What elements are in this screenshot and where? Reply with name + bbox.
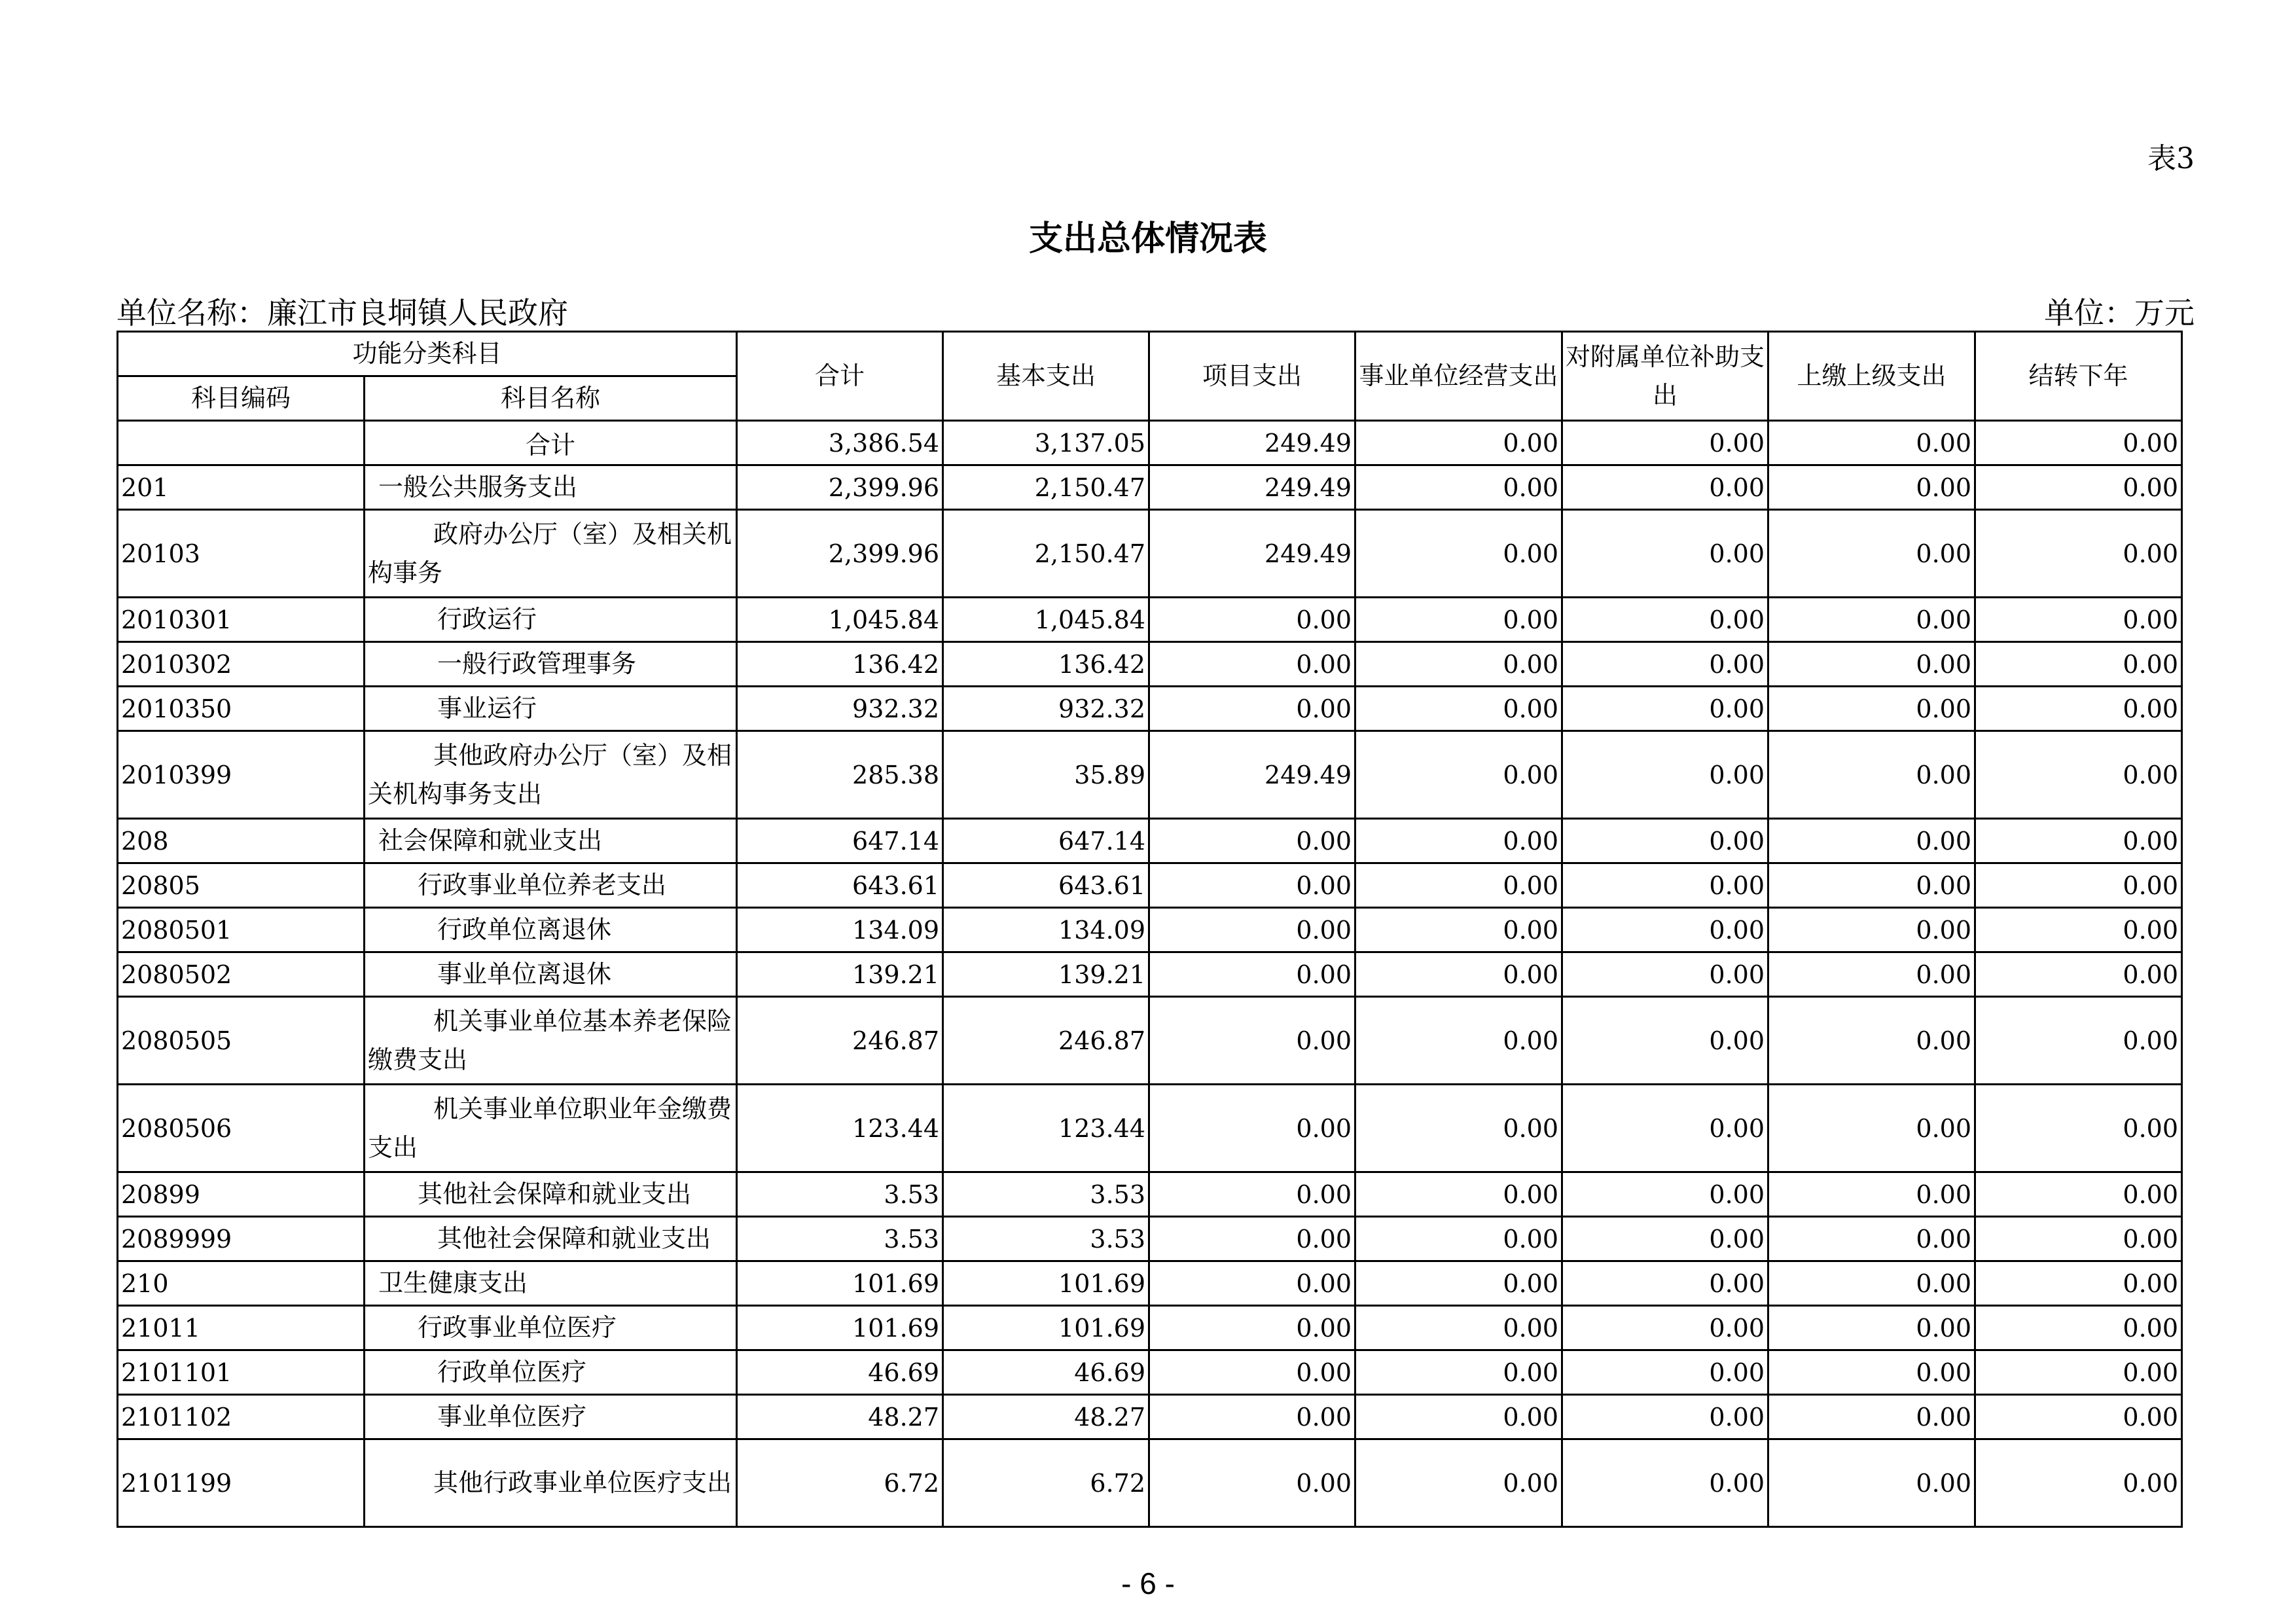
- cell-basic: 35.89: [943, 731, 1149, 819]
- cell-business: 0.00: [1355, 1395, 1562, 1439]
- cell-code: 2080502: [118, 952, 365, 997]
- cell-name: 合计: [365, 421, 737, 465]
- cell-carry: 0.00: [1975, 819, 2182, 863]
- cell-total: 3,386.54: [737, 421, 943, 465]
- cell-subsidy: 0.00: [1562, 1217, 1768, 1261]
- cell-business: 0.00: [1355, 1261, 1562, 1306]
- cell-project: 0.00: [1149, 908, 1355, 952]
- cell-upper: 0.00: [1768, 1350, 1975, 1395]
- cell-project: 249.49: [1149, 465, 1355, 510]
- cell-upper: 0.00: [1768, 1306, 1975, 1350]
- cell-business: 0.00: [1355, 908, 1562, 952]
- cell-code: 21011: [118, 1306, 365, 1350]
- cell-subsidy: 0.00: [1562, 1172, 1768, 1217]
- cell-subsidy: 0.00: [1562, 1085, 1768, 1172]
- cell-basic: 932.32: [943, 687, 1149, 731]
- cell-basic: 2,150.47: [943, 510, 1149, 598]
- cell-upper: 0.00: [1768, 1217, 1975, 1261]
- cell-name: 行政事业单位医疗: [365, 1306, 737, 1350]
- cell-upper: 0.00: [1768, 731, 1975, 819]
- cell-upper: 0.00: [1768, 997, 1975, 1085]
- cell-carry: 0.00: [1975, 863, 2182, 908]
- cell-code: 2080501: [118, 908, 365, 952]
- cell-business: 0.00: [1355, 421, 1562, 465]
- cell-code: 201: [118, 465, 365, 510]
- table-row: [118, 908, 2182, 952]
- cell-upper: 0.00: [1768, 1085, 1975, 1172]
- cell-project: 0.00: [1149, 1261, 1355, 1306]
- cell-carry: 0.00: [1975, 1172, 2182, 1217]
- cell-name: 事业单位医疗: [365, 1395, 737, 1439]
- table-row: [118, 1172, 2182, 1217]
- cell-upper: 0.00: [1768, 1172, 1975, 1217]
- cell-name: 事业单位离退休: [365, 952, 737, 997]
- cell-basic: 3.53: [943, 1172, 1149, 1217]
- cell-upper: 0.00: [1768, 863, 1975, 908]
- cell-basic: 246.87: [943, 997, 1149, 1085]
- cell-total: 123.44: [737, 1085, 943, 1172]
- table-row: [118, 465, 2182, 510]
- cell-code: 2101102: [118, 1395, 365, 1439]
- cell-code: 208: [118, 819, 365, 863]
- cell-code: 20805: [118, 863, 365, 908]
- cell-basic: 48.27: [943, 1395, 1149, 1439]
- cell-name: 政府办公厅（室）及相关机构事务: [365, 510, 737, 598]
- table-row: [118, 731, 2182, 819]
- cell-carry: 0.00: [1975, 908, 2182, 952]
- cell-business: 0.00: [1355, 863, 1562, 908]
- unit-name-label: 单位名称：廉江市良垌镇人民政府: [117, 295, 568, 331]
- cell-name: 其他政府办公厅（室）及相关机构事务支出: [365, 731, 737, 819]
- cell-subsidy: 0.00: [1562, 1261, 1768, 1306]
- cell-total: 101.69: [737, 1306, 943, 1350]
- cell-subsidy: 0.00: [1562, 421, 1768, 465]
- table-row: [118, 510, 2182, 598]
- cell-project: 0.00: [1149, 1395, 1355, 1439]
- cell-code: 2010350: [118, 687, 365, 731]
- cell-business: 0.00: [1355, 1217, 1562, 1261]
- cell-business: 0.00: [1355, 731, 1562, 819]
- cell-carry: 0.00: [1975, 642, 2182, 687]
- table-row: [118, 1217, 2182, 1261]
- cell-name: 行政运行: [365, 598, 737, 642]
- cell-carry: 0.00: [1975, 421, 2182, 465]
- table-row: [118, 1395, 2182, 1439]
- cell-upper: 0.00: [1768, 1395, 1975, 1439]
- cell-name: 其他行政事业单位医疗支出: [365, 1439, 737, 1527]
- cell-project: 0.00: [1149, 1439, 1355, 1527]
- cell-subsidy: 0.00: [1562, 731, 1768, 819]
- cell-project: 0.00: [1149, 687, 1355, 731]
- table-row: [118, 642, 2182, 687]
- cell-business: 0.00: [1355, 1439, 1562, 1527]
- cell-total: 647.14: [737, 819, 943, 863]
- cell-upper: 0.00: [1768, 642, 1975, 687]
- cell-business: 0.00: [1355, 1306, 1562, 1350]
- cell-project: 249.49: [1149, 731, 1355, 819]
- cell-upper: 0.00: [1768, 1439, 1975, 1527]
- header-code: 科目编码: [118, 376, 365, 421]
- cell-total: 3.53: [737, 1217, 943, 1261]
- cell-subsidy: 0.00: [1562, 1439, 1768, 1527]
- cell-basic: 134.09: [943, 908, 1149, 952]
- cell-project: 0.00: [1149, 1172, 1355, 1217]
- cell-total: 932.32: [737, 687, 943, 731]
- cell-basic: 3.53: [943, 1217, 1149, 1261]
- cell-project: 249.49: [1149, 421, 1355, 465]
- header-business-expenditure: 事业单位经营支出: [1355, 332, 1562, 421]
- table-row: [118, 1261, 2182, 1306]
- table-row: [118, 997, 2182, 1085]
- cell-code: 20899: [118, 1172, 365, 1217]
- cell-code: 2080505: [118, 997, 365, 1085]
- cell-code: 2010301: [118, 598, 365, 642]
- header-project-expenditure: 项目支出: [1149, 332, 1355, 421]
- cell-name: 行政单位医疗: [365, 1350, 737, 1395]
- cell-total: 2,399.96: [737, 465, 943, 510]
- table-row: [118, 819, 2182, 863]
- cell-subsidy: 0.00: [1562, 863, 1768, 908]
- cell-project: 0.00: [1149, 642, 1355, 687]
- table-row: [118, 598, 2182, 642]
- cell-subsidy: 0.00: [1562, 642, 1768, 687]
- cell-basic: 101.69: [943, 1306, 1149, 1350]
- cell-upper: 0.00: [1768, 908, 1975, 952]
- cell-total: 139.21: [737, 952, 943, 997]
- cell-total: 134.09: [737, 908, 943, 952]
- cell-subsidy: 0.00: [1562, 465, 1768, 510]
- cell-subsidy: 0.00: [1562, 952, 1768, 997]
- cell-basic: 2,150.47: [943, 465, 1149, 510]
- cell-code: 2010302: [118, 642, 365, 687]
- page-number: - 6 -: [1121, 1566, 1175, 1600]
- cell-total: 6.72: [737, 1439, 943, 1527]
- cell-carry: 0.00: [1975, 510, 2182, 598]
- cell-subsidy: 0.00: [1562, 1395, 1768, 1439]
- cell-carry: 0.00: [1975, 1439, 2182, 1527]
- cell-business: 0.00: [1355, 1085, 1562, 1172]
- table-row: [118, 1085, 2182, 1172]
- cell-total: 2,399.96: [737, 510, 943, 598]
- cell-name: 行政事业单位养老支出: [365, 863, 737, 908]
- header-carry-forward: 结转下年: [1975, 332, 2182, 421]
- cell-subsidy: 0.00: [1562, 819, 1768, 863]
- cell-carry: 0.00: [1975, 952, 2182, 997]
- cell-carry: 0.00: [1975, 598, 2182, 642]
- cell-code: 2010399: [118, 731, 365, 819]
- cell-upper: 0.00: [1768, 687, 1975, 731]
- cell-business: 0.00: [1355, 510, 1562, 598]
- cell-business: 0.00: [1355, 687, 1562, 731]
- cell-subsidy: 0.00: [1562, 1350, 1768, 1395]
- cell-carry: 0.00: [1975, 465, 2182, 510]
- cell-upper: 0.00: [1768, 510, 1975, 598]
- cell-project: 0.00: [1149, 598, 1355, 642]
- cell-name: 其他社会保障和就业支出: [365, 1172, 737, 1217]
- cell-business: 0.00: [1355, 598, 1562, 642]
- cell-basic: 46.69: [943, 1350, 1149, 1395]
- expenditure-table: [117, 331, 2183, 1528]
- cell-upper: 0.00: [1768, 952, 1975, 997]
- cell-name: 机关事业单位职业年金缴费支出: [365, 1085, 737, 1172]
- cell-total: 101.69: [737, 1261, 943, 1306]
- header-total: 合计: [737, 332, 943, 421]
- cell-name: 机关事业单位基本养老保险缴费支出: [365, 997, 737, 1085]
- cell-business: 0.00: [1355, 952, 1562, 997]
- cell-subsidy: 0.00: [1562, 997, 1768, 1085]
- currency-unit-label: 单位：万元: [2044, 295, 2195, 331]
- table-row: [118, 863, 2182, 908]
- header-subsidy-expenditure: 对附属单位补助支出: [1562, 332, 1768, 421]
- cell-code: 2101101: [118, 1350, 365, 1395]
- cell-code: 2080506: [118, 1085, 365, 1172]
- cell-total: 285.38: [737, 731, 943, 819]
- cell-project: 249.49: [1149, 510, 1355, 598]
- cell-basic: 643.61: [943, 863, 1149, 908]
- cell-carry: 0.00: [1975, 1261, 2182, 1306]
- cell-code: [118, 421, 365, 465]
- table-row: [118, 952, 2182, 997]
- cell-business: 0.00: [1355, 1350, 1562, 1395]
- cell-total: 643.61: [737, 863, 943, 908]
- cell-project: 0.00: [1149, 952, 1355, 997]
- cell-total: 48.27: [737, 1395, 943, 1439]
- cell-project: 0.00: [1149, 1217, 1355, 1261]
- table-row: [118, 1350, 2182, 1395]
- cell-name: 卫生健康支出: [365, 1261, 737, 1306]
- cell-name: 行政单位离退休: [365, 908, 737, 952]
- cell-upper: 0.00: [1768, 465, 1975, 510]
- cell-total: 136.42: [737, 642, 943, 687]
- cell-upper: 0.00: [1768, 819, 1975, 863]
- cell-basic: 139.21: [943, 952, 1149, 997]
- cell-total: 3.53: [737, 1172, 943, 1217]
- cell-code: 210: [118, 1261, 365, 1306]
- cell-project: 0.00: [1149, 1350, 1355, 1395]
- cell-basic: 6.72: [943, 1439, 1149, 1527]
- cell-subsidy: 0.00: [1562, 510, 1768, 598]
- cell-name: 社会保障和就业支出: [365, 819, 737, 863]
- table-row: [118, 1306, 2182, 1350]
- cell-basic: 101.69: [943, 1261, 1149, 1306]
- cell-carry: 0.00: [1975, 1395, 2182, 1439]
- cell-basic: 647.14: [943, 819, 1149, 863]
- cell-business: 0.00: [1355, 1172, 1562, 1217]
- cell-subsidy: 0.00: [1562, 1306, 1768, 1350]
- header-name: 科目名称: [365, 376, 737, 421]
- cell-name: 一般行政管理事务: [365, 642, 737, 687]
- cell-carry: 0.00: [1975, 1085, 2182, 1172]
- cell-project: 0.00: [1149, 863, 1355, 908]
- cell-carry: 0.00: [1975, 1306, 2182, 1350]
- cell-project: 0.00: [1149, 1085, 1355, 1172]
- cell-carry: 0.00: [1975, 1217, 2182, 1261]
- cell-business: 0.00: [1355, 465, 1562, 510]
- cell-basic: 136.42: [943, 642, 1149, 687]
- cell-business: 0.00: [1355, 642, 1562, 687]
- cell-name: 事业运行: [365, 687, 737, 731]
- table-row: [118, 687, 2182, 731]
- cell-upper: 0.00: [1768, 1261, 1975, 1306]
- cell-upper: 0.00: [1768, 598, 1975, 642]
- cell-total: 246.87: [737, 997, 943, 1085]
- cell-total: 1,045.84: [737, 598, 943, 642]
- cell-project: 0.00: [1149, 997, 1355, 1085]
- header-basic-expenditure: 基本支出: [943, 332, 1149, 421]
- table-number: 表3: [2147, 142, 2195, 175]
- header-function-category: 功能分类科目: [118, 332, 737, 376]
- document-title: 支出总体情况表: [1028, 219, 1267, 259]
- cell-project: 0.00: [1149, 1306, 1355, 1350]
- cell-code: 2089999: [118, 1217, 365, 1261]
- cell-carry: 0.00: [1975, 687, 2182, 731]
- cell-subsidy: 0.00: [1562, 598, 1768, 642]
- table-row: [118, 1439, 2182, 1527]
- cell-code: 2101199: [118, 1439, 365, 1527]
- cell-subsidy: 0.00: [1562, 908, 1768, 952]
- cell-project: 0.00: [1149, 819, 1355, 863]
- cell-carry: 0.00: [1975, 1350, 2182, 1395]
- cell-business: 0.00: [1355, 997, 1562, 1085]
- cell-subsidy: 0.00: [1562, 687, 1768, 731]
- cell-total: 46.69: [737, 1350, 943, 1395]
- cell-carry: 0.00: [1975, 731, 2182, 819]
- table-row: [118, 421, 2182, 465]
- cell-basic: 1,045.84: [943, 598, 1149, 642]
- cell-basic: 3,137.05: [943, 421, 1149, 465]
- cell-upper: 0.00: [1768, 421, 1975, 465]
- cell-basic: 123.44: [943, 1085, 1149, 1172]
- cell-code: 20103: [118, 510, 365, 598]
- cell-name: 一般公共服务支出: [365, 465, 737, 510]
- cell-carry: 0.00: [1975, 997, 2182, 1085]
- cell-business: 0.00: [1355, 819, 1562, 863]
- cell-name: 其他社会保障和就业支出: [365, 1217, 737, 1261]
- header-upper-payment: 上缴上级支出: [1768, 332, 1975, 421]
